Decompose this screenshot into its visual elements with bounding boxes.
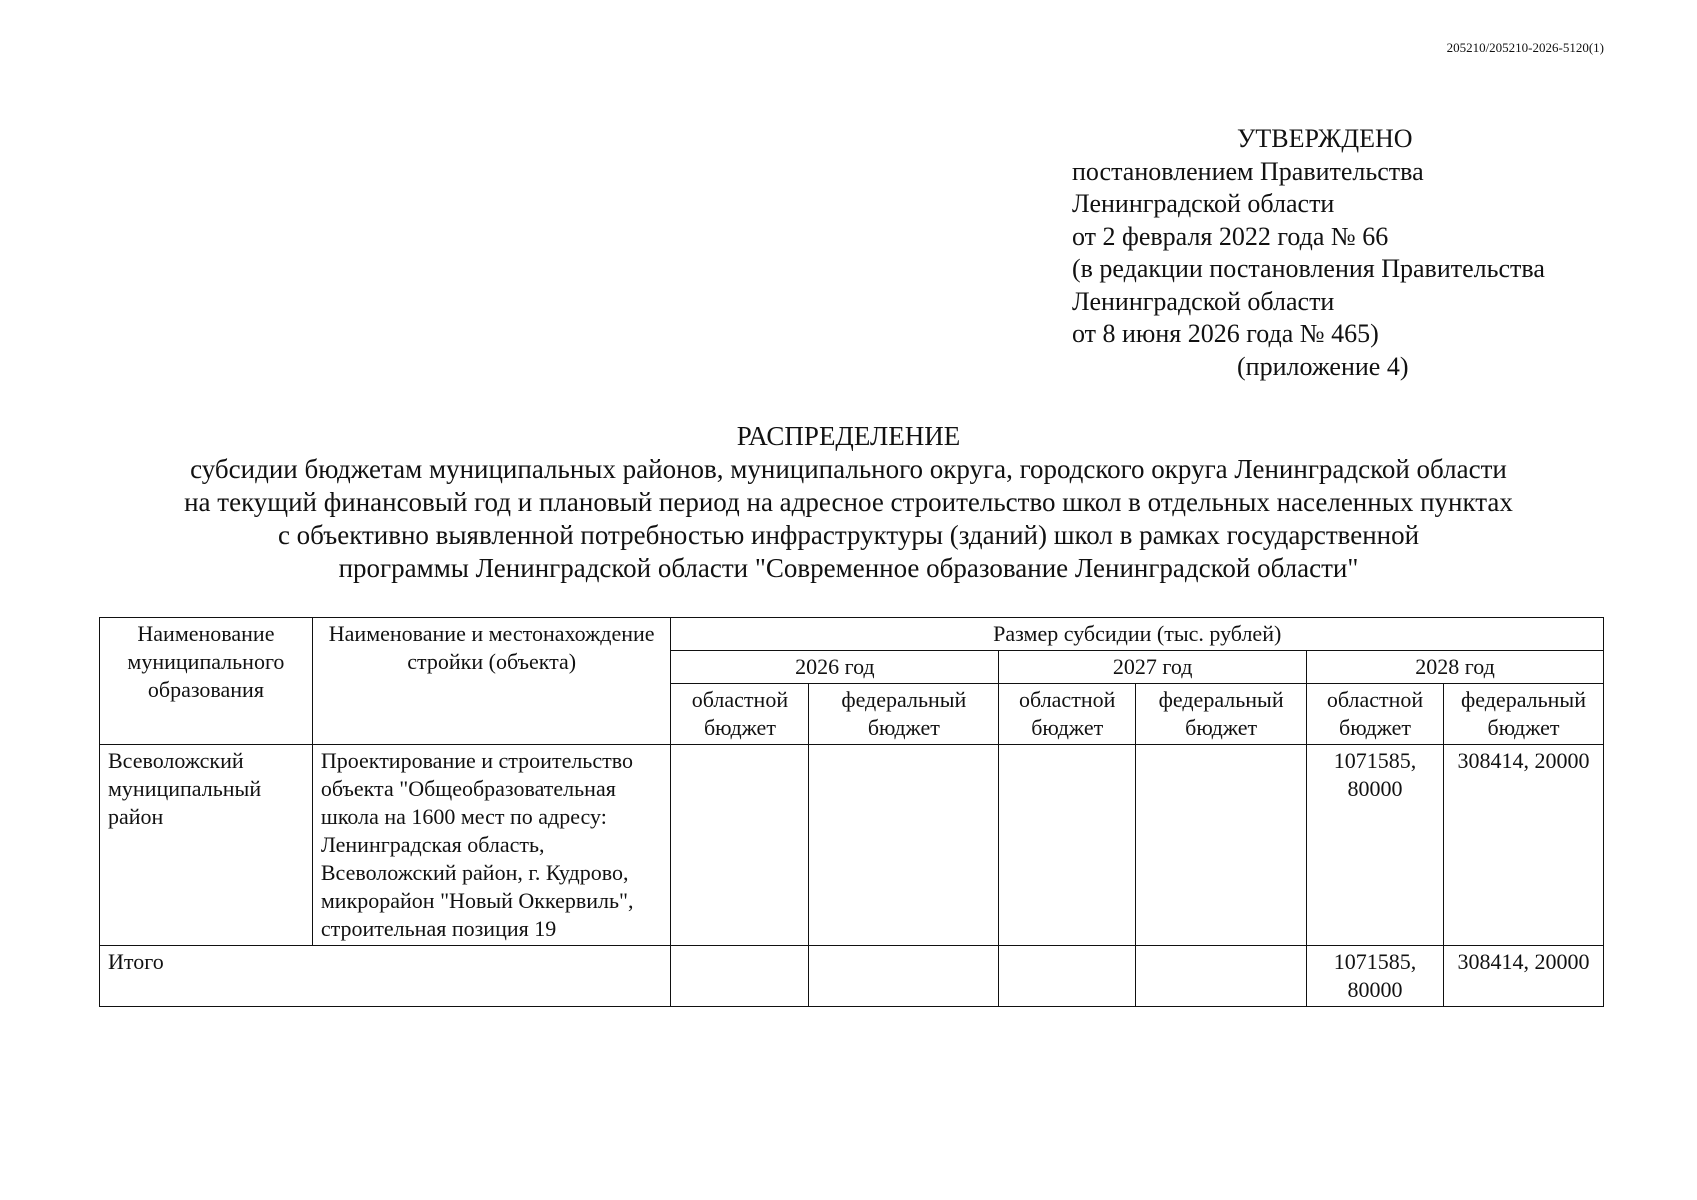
- heading-line: с объективно выявленной потребностью инфраструктуры (зданий) школ в рамках государственной: [277, 520, 1420, 550]
- header-subsidy: Размер субсидии (тыс. рублей): [671, 618, 1604, 651]
- heading-line: программы Ленинградской области "Современное образование Ленинградской области": [338, 553, 1359, 583]
- approval-line: постановлением Правительства: [1072, 156, 1424, 186]
- header-budget-federal: федеральный бюджет: [1444, 684, 1604, 745]
- approval-line: Ленинградской области: [1072, 189, 1335, 218]
- header-year: 2027 год: [999, 651, 1307, 684]
- header-budget-federal: федеральный бюджет: [1136, 684, 1307, 745]
- total-row: [100, 946, 1604, 1007]
- cell-municipality: Всеволожский муниципальный район: [100, 745, 313, 946]
- cell-object: Проектирование и строительство объекта "Общеобразовательная школа на 1600 мест по адресу: Ленинградская область, Всеволожский район, г. Кудрово, микрорайон "Новый Оккервиль", строительная позиция 19: [312, 745, 671, 946]
- header-municipality: Наименование муниципального образования: [100, 618, 313, 745]
- total-value: 308414, 20000: [1444, 946, 1604, 1007]
- header-object: Наименование и местонахождение стройки (объекта): [312, 618, 671, 745]
- header-budget-regional: областной бюджет: [671, 684, 809, 745]
- approval-appendix: (приложение 4): [1237, 351, 1409, 381]
- approval-title: УТВЕРЖДЕНО: [1237, 124, 1413, 153]
- header-budget-regional: областной бюджет: [999, 684, 1136, 745]
- cell-value: 1071585, 80000: [1307, 745, 1444, 946]
- header-budget-regional: областной бюджет: [1307, 684, 1444, 745]
- approval-line: от 2 февраля 2022 года № 66: [1072, 221, 1389, 251]
- total-value: [1136, 946, 1307, 1007]
- header-year: 2028 год: [1307, 651, 1604, 684]
- heading-title: РАСПРЕДЕЛЕНИЕ: [736, 421, 961, 451]
- heading-line: субсидии бюджетам муниципальных районов, муниципального округа, городского округа Ленинградской области: [190, 454, 1507, 484]
- cell-value: [1136, 745, 1307, 946]
- total-label: Итого: [100, 946, 671, 1007]
- distribution-table: [99, 617, 1604, 1007]
- document-heading: [0, 420, 1697, 585]
- total-value: 1071585, 80000: [1307, 946, 1444, 1007]
- approval-line: от 8 июня 2026 года № 465): [1072, 319, 1379, 348]
- approval-block: [1072, 123, 1632, 383]
- approval-line: (в редакции постановления Правительства: [1072, 254, 1545, 283]
- approval-line: Ленинградской области: [1072, 286, 1335, 316]
- table-row: [100, 745, 1604, 946]
- heading-line: на текущий финансовый год и плановый период на адресное строительство школ в отдельных населенных пунктах: [184, 487, 1513, 517]
- cell-value: 308414, 20000: [1444, 745, 1604, 946]
- total-value: [999, 946, 1136, 1007]
- document-id: 205210/205210-2026-5120(1): [1446, 40, 1604, 55]
- cell-value: [671, 745, 809, 946]
- cell-value: [809, 745, 999, 946]
- header-year: 2026 год: [671, 651, 999, 684]
- total-value: [809, 946, 999, 1007]
- header-budget-federal: федеральный бюджет: [809, 684, 999, 745]
- cell-value: [999, 745, 1136, 946]
- header-row: [100, 618, 1604, 651]
- total-value: [671, 946, 809, 1007]
